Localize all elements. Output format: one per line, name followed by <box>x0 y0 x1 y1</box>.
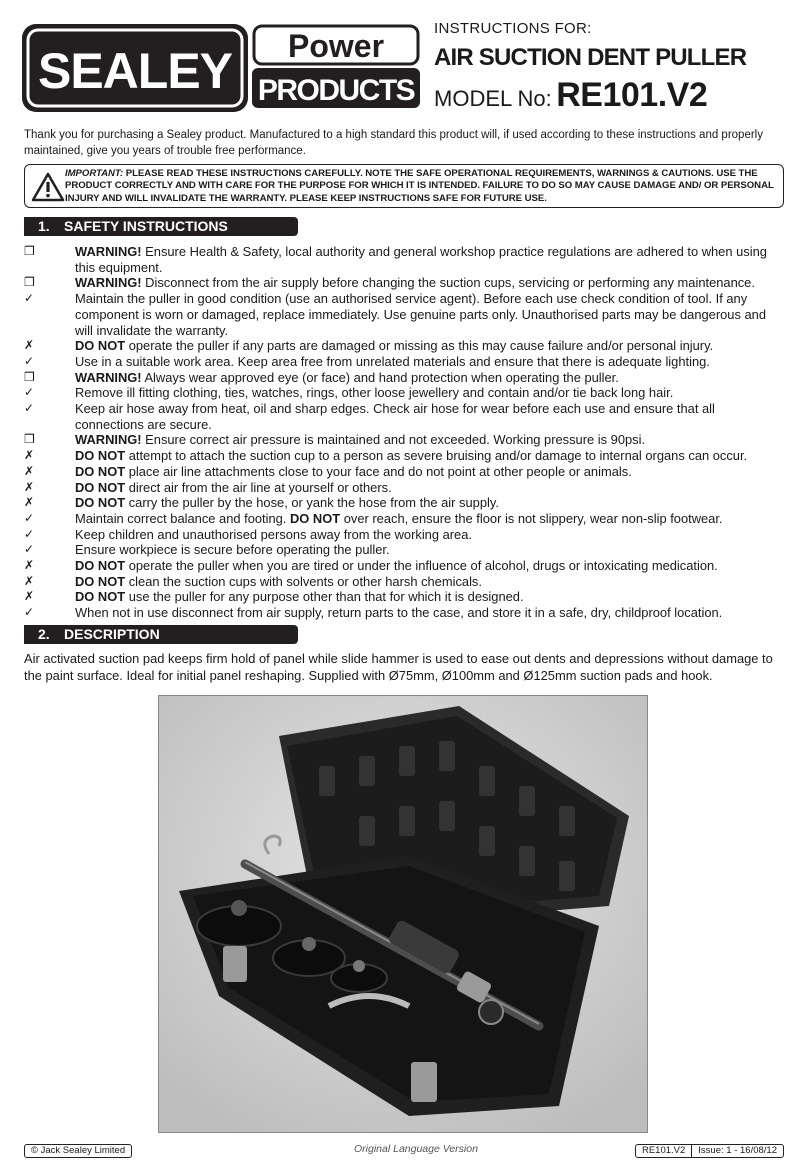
checkbox-marker-icon: ❒ <box>24 244 35 258</box>
logo-products-text: PRODUCTS <box>257 74 415 107</box>
checkbox-marker-icon: ❒ <box>24 432 35 447</box>
check-marker-icon: ✓ <box>24 291 35 306</box>
warning-triangle-icon <box>31 172 65 202</box>
description-paragraph: Air activated suction pad keeps firm hold of panel while slide hammer is used to ease out dents and depressions without damage to the paint surface. Ideal for initial panel reshaping. Supplied with Ø75mm, Ø100mm and Ø125mm suction pads and hook. <box>24 651 773 683</box>
list-item: ✓ When not in use disconnect from air supply, return parts to the case, and store it in a safe, dry, childproof location. <box>24 605 723 621</box>
list-item: ❒ WARNING! Ensure Health & Safety, local authority and general workshop practice regulations are adhered to when using this equipment. <box>24 244 767 275</box>
footer-copyright: © Jack Sealey Limited <box>24 1144 132 1158</box>
list-item: ✓ Remove ill fitting clothing, ties, watches, rings, other loose jewellery and contain and/or tie back long hair. <box>24 385 674 401</box>
list-item: ✗ DO NOT place air line attachments close to your face and do not point at other people or animals. <box>24 463 632 479</box>
important-notice-text <box>65 168 777 205</box>
footer-model: RE101.V2 <box>641 1145 686 1156</box>
list-item: ❒ WARNING! Disconnect from the air supply before changing the suction cups, servicing or performing any maintenance. <box>24 275 755 291</box>
logo-text: SEALEY <box>37 43 233 99</box>
logo-power-text: Power <box>287 28 385 64</box>
list-item: ✗ DO NOT operate the puller when you are tired or under the influence of alcohol, drugs or intoxicating medication. <box>24 558 718 574</box>
important-label: IMPORTANT: <box>65 168 124 179</box>
cross-marker-icon: ✗ <box>24 463 35 478</box>
important-body: PLEASE READ THESE INSTRUCTIONS CAREFULLY. NOTE THE SAFE OPERATIONAL REQUIREMENTS, WARNINGS & CAUTIONS. USE THE PRODUCT CORRECTLY AND WITH CARE FOR THE PURPOSE FOR WHICH IT IS INTENDED. FAILURE TO DO SO MAY CAUSE DAMAGE AND/ OR PERSONAL INJURY AND WILL INVALIDATE THE WARRANTY. PLEASE KEEP INSTRUCTIONS SAFE FOR FUTURE USE. <box>65 168 774 204</box>
check-marker-icon: ✓ <box>24 353 35 368</box>
list-item: ✓ Maintain correct balance and footing. DO NOT over reach, ensure the floor is not slippery, wear non-slip footwear. <box>24 510 723 526</box>
product-case-image <box>158 695 648 1133</box>
safety-instructions-list <box>24 244 786 621</box>
sealey-power-products-logo <box>22 24 420 112</box>
list-item: ❒ WARNING! Always wear approved eye (or face) and hand protection when operating the puller. <box>24 369 619 385</box>
list-item: ✓ Keep air hose away from heat, oil and sharp edges. Check air hose for wear before each use and ensure that all connections are secure. <box>24 401 715 432</box>
list-item: ✓ Maintain the puller in good condition (use an authorised service agent). Before each use check condition of tool. If any component is worn or damaged, replace immediately. Use genuine parts only. Unauthorised parts may be dangerous and will invalidate the warranty. <box>24 291 766 338</box>
footer-model-issue <box>635 1144 784 1158</box>
model-label: MODEL No: <box>434 86 552 111</box>
model-number: RE101.V2 <box>556 76 708 114</box>
cross-marker-icon: ✗ <box>24 589 35 604</box>
cross-marker-icon: ✗ <box>24 495 35 510</box>
list-item: ✗ DO NOT use the puller for any purpose other than that for which it is designed. <box>24 589 524 605</box>
list-item: ✗ DO NOT direct air from the air line at yourself or others. <box>24 479 392 495</box>
cross-marker-icon: ✗ <box>24 558 35 573</box>
model-line <box>434 76 707 115</box>
footer-issue: Issue: 1 - 16/08/12 <box>691 1145 783 1157</box>
list-item: ❒ WARNING! Ensure correct air pressure is maintained and not exceeded. Working pressure is 90psi. <box>24 432 646 448</box>
check-marker-icon: ✓ <box>24 401 35 416</box>
list-item: ✗ DO NOT operate the puller if any parts are damaged or missing as this may cause failure and/or personal injury. <box>24 338 714 354</box>
checkbox-marker-icon: ❒ <box>24 275 35 290</box>
important-notice-box <box>24 164 784 208</box>
check-marker-icon: ✓ <box>24 605 35 620</box>
check-marker-icon: ✓ <box>24 542 35 557</box>
instructions-for-label: INSTRUCTIONS FOR: <box>434 20 592 37</box>
checkbox-marker-icon: ❒ <box>24 369 35 384</box>
list-item: ✗ DO NOT attempt to attach the suction cup to a person as severe bruising and/or damage to internal organs can occur. <box>24 448 748 464</box>
list-item: ✓ Ensure workpiece is secure before operating the puller. <box>24 542 390 558</box>
section-1-heading <box>24 217 298 236</box>
cross-marker-icon: ✗ <box>24 448 35 463</box>
product-title: AIR SUCTION DENT PULLER <box>434 44 747 71</box>
section-1-number: 1. <box>38 218 50 234</box>
list-item: ✗ DO NOT carry the puller by the hose, or yank the hose from the air supply. <box>24 495 499 511</box>
check-marker-icon: ✓ <box>24 510 35 525</box>
section-2-title: DESCRIPTION <box>64 626 160 642</box>
list-item: ✗ DO NOT clean the suction cups with solvents or other harsh chemicals. <box>24 573 482 589</box>
list-item: ✓ Use in a suitable work area. Keep area free from unrelated materials and ensure that there is adequate lighting. <box>24 353 710 369</box>
section-1-title: SAFETY INSTRUCTIONS <box>64 218 228 234</box>
footer-language-note: Original Language Version <box>354 1143 478 1155</box>
cross-marker-icon: ✗ <box>24 479 35 494</box>
section-2-number: 2. <box>38 626 50 642</box>
cross-marker-icon: ✗ <box>24 573 35 588</box>
check-marker-icon: ✓ <box>24 526 35 541</box>
intro-paragraph: Thank you for purchasing a Sealey product. Manufactured to a high standard this product will, if used according to these instructions and properly maintained, give you years of trouble free performance. <box>24 129 763 157</box>
list-item: ✓ Keep children and unauthorised persons away from the working area. <box>24 526 472 542</box>
cross-marker-icon: ✗ <box>24 338 35 353</box>
section-2-heading <box>24 625 298 644</box>
check-marker-icon: ✓ <box>24 385 35 400</box>
